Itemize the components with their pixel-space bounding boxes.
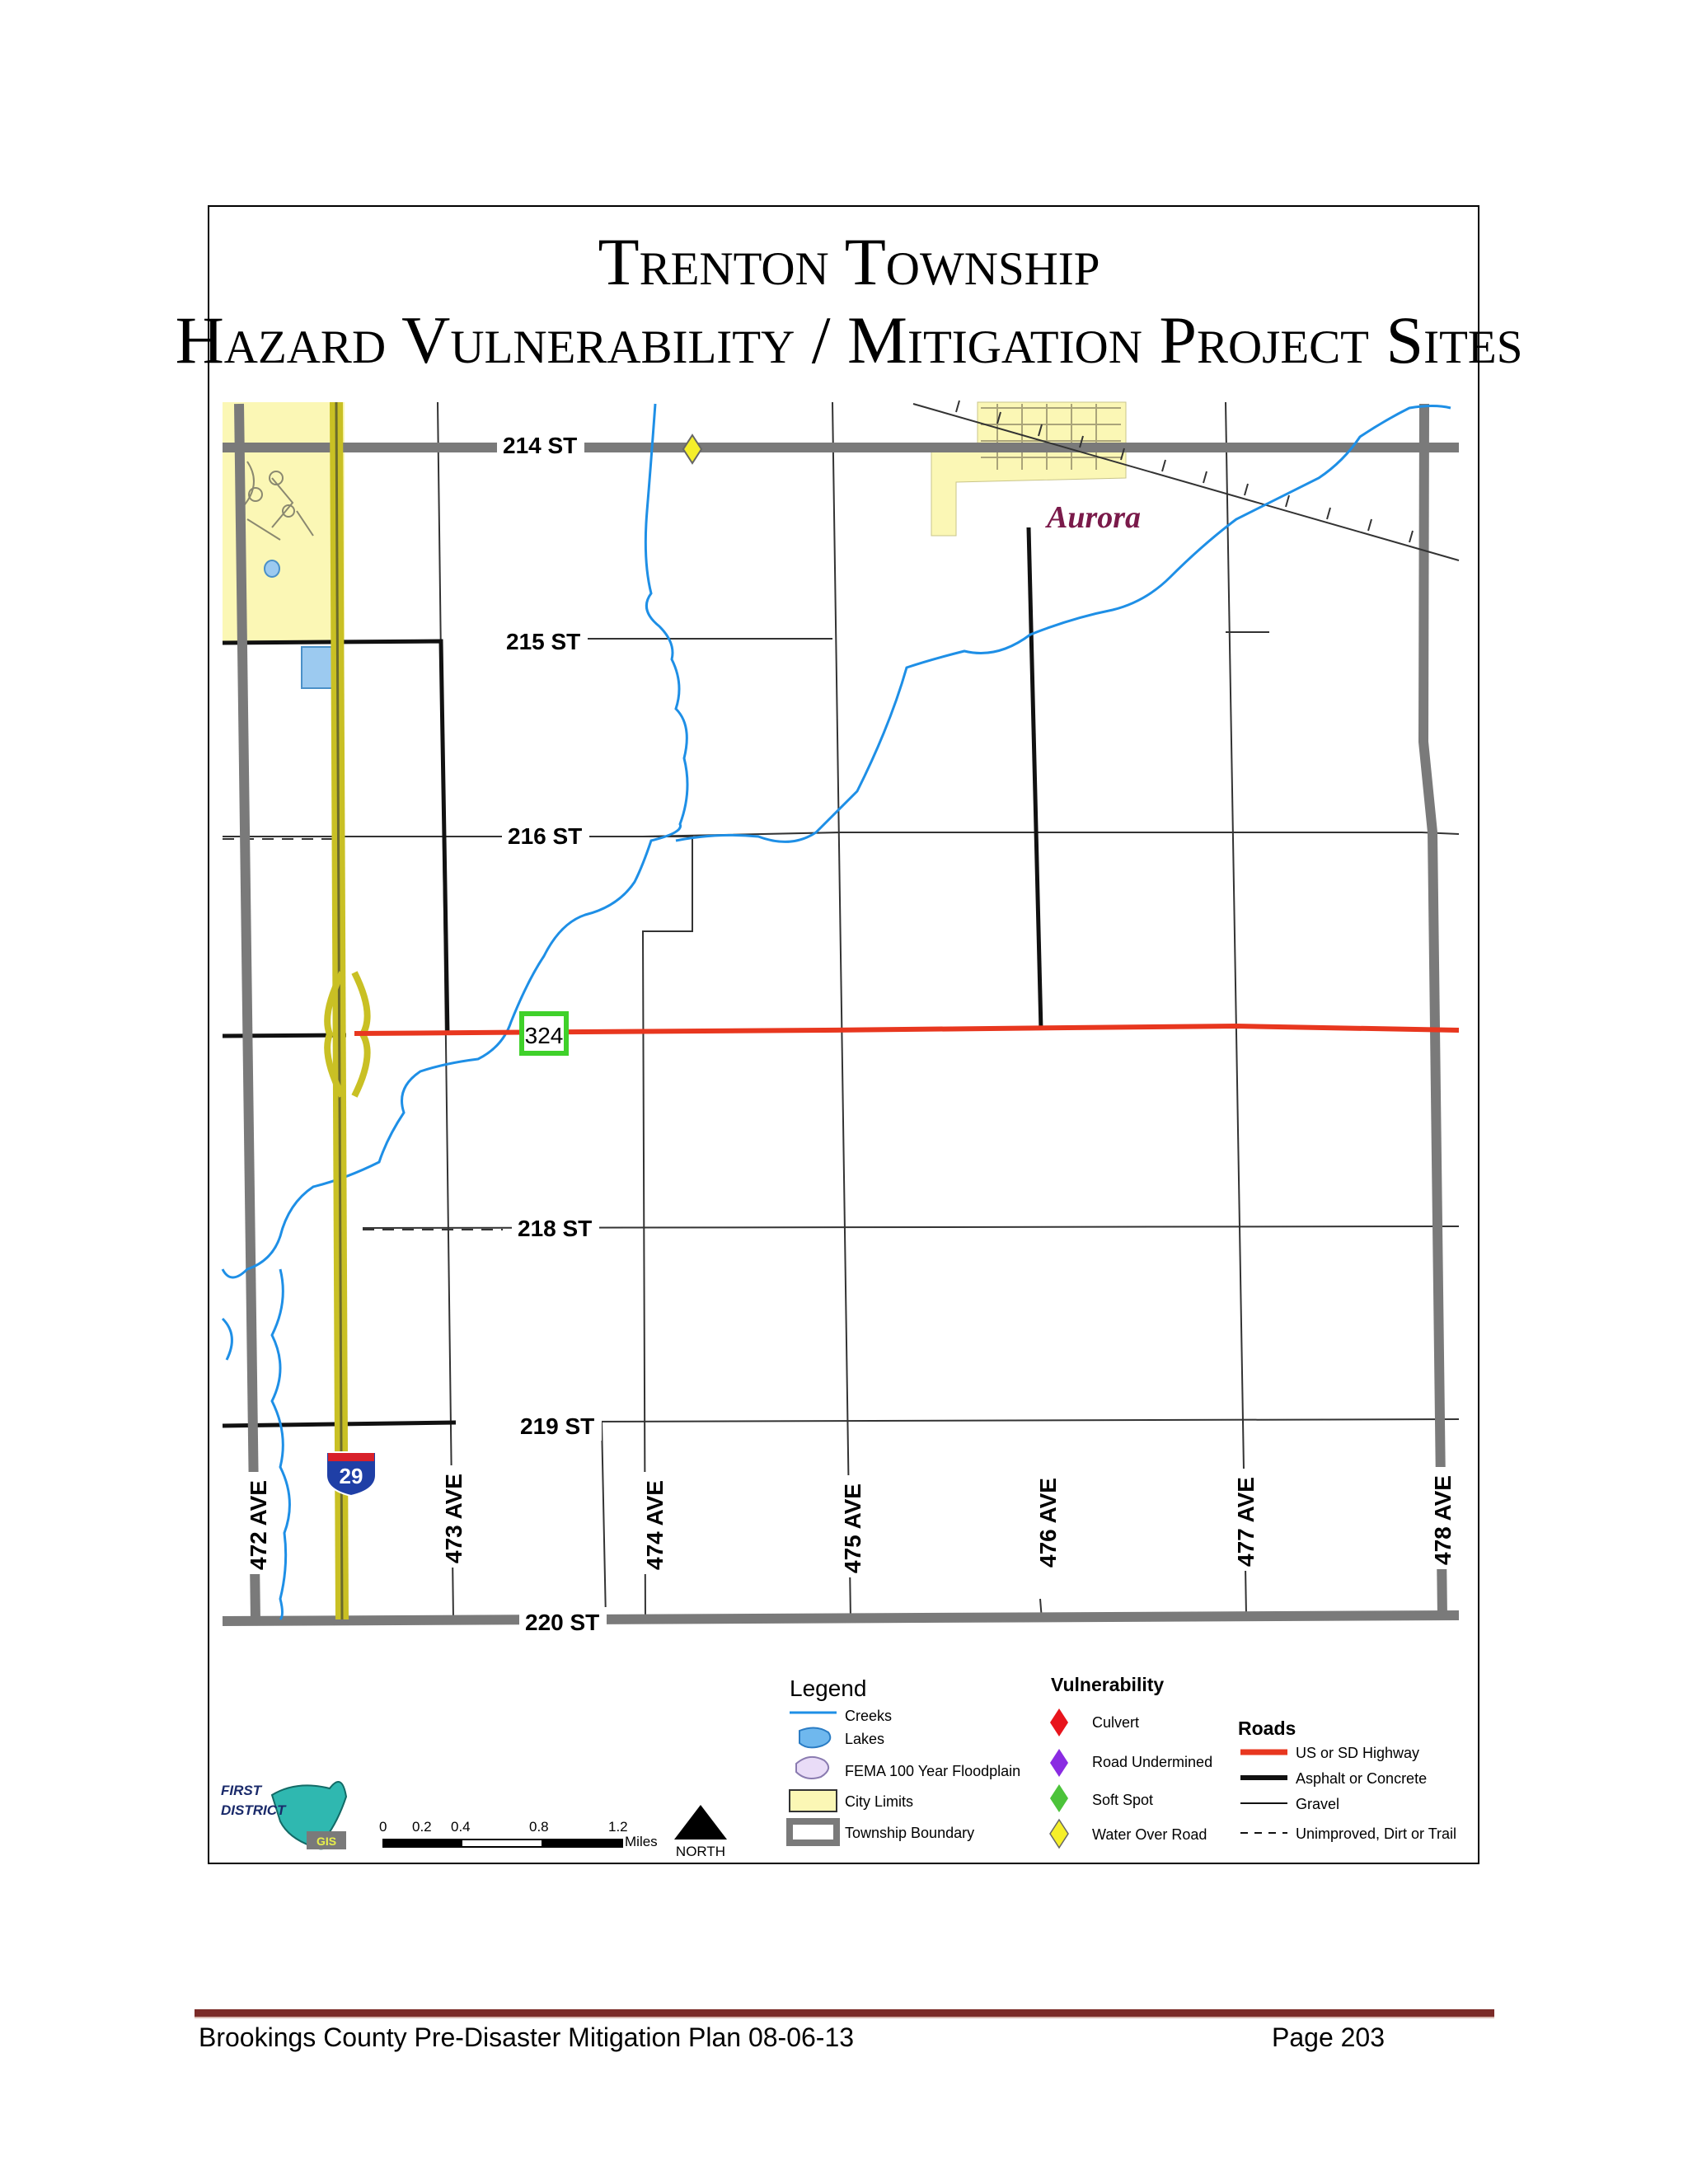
street-label-216: 216 ST [508,823,583,849]
avenue-label-477: 477 AVE [1233,1477,1259,1567]
roads-legend-asphalt: Asphalt or Concrete [1296,1770,1428,1787]
street-label-220: 220 ST [525,1610,600,1635]
vulnerability-soft-spot: Soft Spot [1092,1792,1154,1808]
city-label-aurora: Aurora [1047,500,1142,535]
avenue-label-473: 473 AVE [441,1474,467,1563]
vulnerability-culvert: Culvert [1092,1714,1140,1731]
svg-text:324: 324 [524,1023,564,1048]
legend-township-boundary: Township Boundary [845,1825,975,1841]
svg-text:FIRST: FIRST [221,1783,262,1798]
street-label-215: 215 ST [506,629,581,654]
svg-text:0: 0 [379,1819,387,1835]
roads-legend-highway: US or SD Highway [1296,1745,1420,1761]
legend-title: Legend [790,1675,867,1701]
footer-rule [195,2009,1494,2018]
avenue-label-478: 478 AVE [1430,1475,1456,1565]
interstate-29-shield [326,1452,376,1496]
map-title: Trenton Township [598,224,1100,299]
legend-creeks: Creeks [845,1708,893,1724]
svg-text:GIS: GIS [316,1835,337,1848]
svg-text:0.2: 0.2 [412,1819,432,1835]
avenue-label-476: 476 AVE [1035,1478,1061,1568]
svg-text:DISTRICT: DISTRICT [221,1802,286,1818]
vulnerability-title: Vulnerability [1051,1674,1165,1695]
svg-text:Miles: Miles [625,1834,658,1849]
avenue-label-474: 474 AVE [642,1480,668,1570]
street-label-219: 219 ST [520,1413,595,1439]
avenue-label-475: 475 AVE [840,1483,865,1573]
legend-floodplain: FEMA 100 Year Floodplain [845,1763,1021,1779]
avenue-label-472: 472 AVE [246,1480,271,1570]
roads-legend-unimproved: Unimproved, Dirt or Trail [1296,1825,1457,1842]
footer-document-title: Brookings County Pre-Disaster Mitigation Plan 08-06-13 [199,2022,855,2052]
vulnerability-water-over-road: Water Over Road [1092,1826,1207,1843]
svg-text:29: 29 [339,1464,363,1488]
roads-legend-title: Roads [1238,1718,1296,1739]
vulnerability-road-undermined: Road Undermined [1092,1754,1213,1770]
street-label-214: 214 ST [503,433,578,458]
svg-text:NORTH: NORTH [675,1844,726,1859]
svg-text:1.2: 1.2 [608,1819,628,1835]
lake [265,560,279,577]
map-subtitle: Hazard Vulnerability / Mitigation Project Sites [175,302,1523,377]
svg-text:0.4: 0.4 [451,1819,471,1835]
roads-legend-gravel: Gravel [1296,1796,1340,1812]
highway-324-shield [522,1014,566,1053]
svg-text:0.8: 0.8 [529,1819,549,1835]
legend-city-limits: City Limits [845,1793,914,1810]
street-label-218: 218 ST [518,1216,593,1241]
footer-page-number: Page 203 [1272,2022,1386,2052]
legend-lakes: Lakes [845,1731,885,1747]
